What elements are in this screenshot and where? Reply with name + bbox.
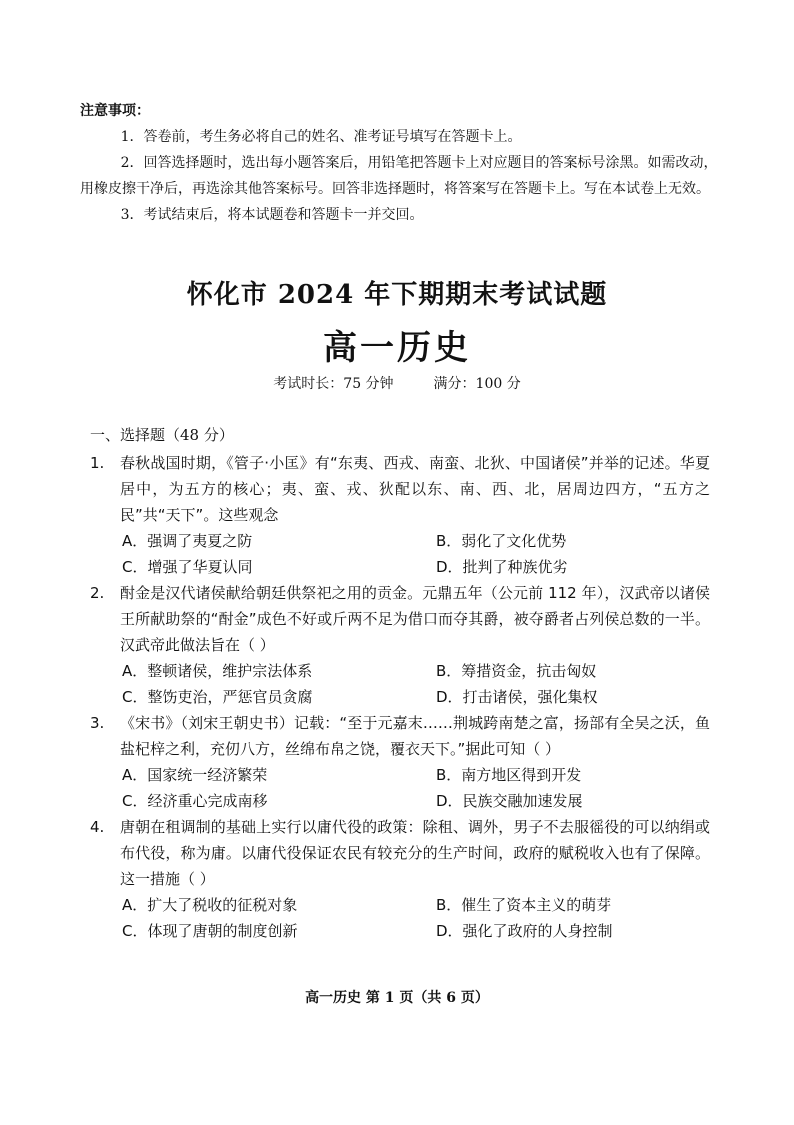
option-group	[122, 892, 710, 944]
notice-item: 3．考试结束后，将本试题卷和答题卡一并交回。	[120, 207, 424, 223]
question-number: 1.	[90, 454, 105, 472]
notice-item: 2．回答选择题时，选出每小题答案后，用铅笔把答题卡上对应题目的答案标号涂黑。如需改动，用橡皮擦干净后，再选涂其他答案标号。回答非选择题时，将答案写在答题卡上。写在本试卷上无效。	[80, 155, 718, 197]
option-a[interactable]: A．扩大了税收的征税对象	[122, 896, 298, 914]
option-a[interactable]: A．整顿诸侯，维护宗法体系	[122, 662, 313, 680]
question-stem: 酎金是汉代诸侯献给朝廷供祭祀之用的贡金。元鼎五年（公元前 112 年），汉武帝以诸侯王所献助祭的“酎金”成色不好或斤两不足为借口而夺其爵，被夺爵者占列侯总数的一半。汉武帝此做法旨在（ ）	[120, 584, 710, 654]
notice-item: 1．答卷前，考生务必将自己的姓名、准考证号填写在答题卡上。	[120, 129, 522, 145]
notice-heading: 注意事项：	[80, 103, 150, 119]
option-group	[122, 658, 710, 710]
option-b[interactable]: B．筹措资金，抗击匈奴	[436, 662, 597, 680]
option-b[interactable]: B．催生了资本主义的萌芽	[436, 896, 612, 914]
question-number: 3.	[90, 714, 105, 732]
question-1	[90, 450, 710, 580]
option-b[interactable]: B．弱化了文化优势	[436, 532, 567, 550]
question-number: 2.	[90, 584, 105, 602]
section-heading: 一、选择题（48 分）	[90, 426, 234, 444]
option-b[interactable]: B．南方地区得到开发	[436, 766, 582, 784]
exam-title: 怀化市 2024 年下期期末考试试题	[186, 280, 608, 310]
question-2	[90, 580, 710, 710]
question-stem: 春秋战国时期，《管子·小匡》有“东夷、西戎、南蛮、北狄、中国诸侯”并举的记述。华夏居中，为五方的核心；夷、蛮、戎、狄配以东、南、西、北，居周边四方，“五方之民”共“天下”。这些观念	[120, 454, 710, 524]
option-a[interactable]: A．国家统一经济繁荣	[122, 766, 268, 784]
option-d[interactable]: D．强化了政府的人身控制	[436, 922, 613, 940]
option-d[interactable]: D．批判了种族优劣	[436, 558, 568, 576]
question-3	[90, 710, 710, 814]
option-c[interactable]: C．体现了唐朝的制度创新	[122, 922, 298, 940]
option-c[interactable]: C．经济重心完成南移	[122, 792, 268, 810]
option-c[interactable]: C．增强了华夏认同	[122, 558, 253, 576]
notice-block	[80, 98, 720, 228]
question-4	[90, 814, 710, 944]
option-c[interactable]: C．整饬吏治，严惩官员贪腐	[122, 688, 313, 706]
question-stem: 《宋书》（刘宋王朝史书）记载：“至于元嘉末……荆城跨南楚之富，扬部有全吴之沃，鱼盐杞梓之利，充仞八方，丝绵布帛之饶，覆衣天下。”据此可知（ ）	[120, 714, 710, 758]
subject-title: 高一历史	[323, 328, 471, 368]
exam-score: 满分：100 分	[433, 376, 521, 392]
option-d[interactable]: D．打击诸侯，强化集权	[436, 688, 598, 706]
exam-info	[0, 373, 794, 393]
question-number: 4.	[90, 818, 105, 836]
option-a[interactable]: A．强调了夷夏之防	[122, 532, 253, 550]
question-stem: 唐朝在租调制的基础上实行以庸代役的政策：除租、调外，男子不去服徭役的可以纳绢或布代役，称为庸。以庸代役保证农民有较充分的生产时间，政府的赋税收入也有了保障。这一措施（ ）	[120, 818, 710, 888]
option-group	[122, 528, 710, 580]
page-footer: 高一历史 第 1 页（共 6 页）	[305, 990, 489, 1006]
option-group	[122, 762, 710, 814]
option-d[interactable]: D．民族交融加速发展	[436, 792, 583, 810]
exam-duration: 考试时长：75 分钟	[273, 376, 394, 392]
